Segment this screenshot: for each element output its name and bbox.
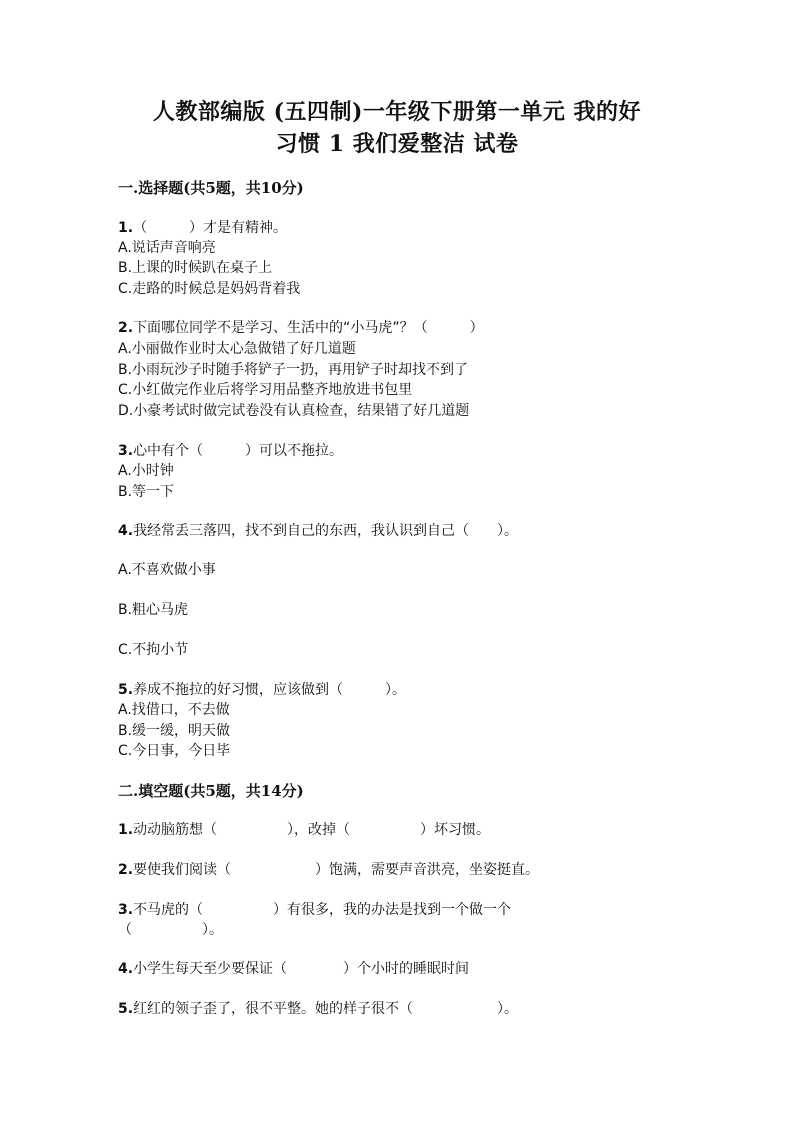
- fill-question: [118, 860, 539, 880]
- option-a: A.说话声音响亮: [118, 240, 216, 256]
- question-number: 1.: [118, 220, 134, 236]
- option-b: B.小雨玩沙子时随手将铲子一扔，再用铲子时却找不到了: [118, 362, 469, 378]
- question-text: 要使我们阅读（ ）饱满，需要声音洪亮，坐姿挺直。: [133, 862, 540, 878]
- question-number: 2.: [118, 862, 134, 878]
- question-number: 4.: [118, 961, 134, 977]
- option-a: A.找借口，不去做: [118, 702, 230, 718]
- section-heading-fill: 二.填空题(共5题，共14分): [118, 782, 304, 800]
- fill-question: [118, 959, 469, 979]
- question-stem: [118, 680, 406, 700]
- question-text: 不马虎的（ ）有很多，我的办法是找到一个做一个: [133, 902, 512, 918]
- option-a: A.小时钟: [118, 463, 174, 479]
- fill-question: [118, 900, 511, 920]
- question-text: 养成不拖拉的好习惯，应该做到（ ）。: [133, 682, 407, 698]
- question-text: 我经常丢三落四，找不到自己的东西，我认识到自己（ ）。: [133, 523, 519, 539]
- option-c: C.小红做完作业后将学习用品整齐地放进书包里: [118, 382, 413, 398]
- question-text: 小学生每天至少要保证（ ）个小时的睡眠时间: [133, 961, 470, 977]
- option-d: D.小豪考试时做完试卷没有认真检查，结果错了好几道题: [118, 403, 470, 419]
- question-text: 动动脑筋想（ ），改掉（ ）坏习惯。: [133, 822, 491, 838]
- question-number: 5.: [118, 682, 134, 698]
- title-line-1: 人教部编版 (五四制)一年级下册第一单元 我的好: [152, 99, 642, 125]
- option-b: B.缓一缓，明天做: [118, 723, 231, 739]
- option-b: B.等一下: [118, 484, 175, 500]
- question-number: 2.: [118, 320, 134, 336]
- question-stem: [118, 318, 484, 338]
- fill-question-continuation: （ ）。: [118, 922, 223, 938]
- option-a: A.不喜欢做小事: [118, 562, 216, 578]
- fill-question: [118, 999, 518, 1019]
- question-number: 4.: [118, 523, 134, 539]
- question-stem: [118, 521, 518, 541]
- question-text: 心中有个（ ）可以不拖拉。: [133, 443, 344, 459]
- title-line-2: 习惯 1 我们爱整洁 试卷: [275, 131, 519, 157]
- question-text: （ ）才是有精神。: [133, 220, 288, 236]
- question-stem: [118, 218, 287, 238]
- option-c: C.走路的时候总是妈妈背着我: [118, 281, 301, 297]
- section-heading-choice: 一.选择题(共5题，共10分): [118, 179, 304, 197]
- option-b: B.上课的时候趴在桌子上: [118, 260, 273, 276]
- option-c: C.今日事，今日毕: [118, 743, 231, 759]
- option-b: B.粗心马虎: [118, 602, 189, 618]
- question-number: 3.: [118, 902, 134, 918]
- question-text: 下面哪位同学不是学习、生活中的“小马虎”？（ ）: [133, 320, 484, 336]
- question-stem: [118, 441, 343, 461]
- option-c: C.不拘小节: [118, 642, 189, 658]
- question-number: 3.: [118, 443, 134, 459]
- option-a: A.小丽做作业时太心急做错了好几道题: [118, 341, 356, 357]
- question-text: 红红的领子歪了，很不平整。她的样子很不（ ）。: [133, 1001, 519, 1017]
- fill-question: [118, 820, 490, 840]
- question-number: 5.: [118, 1001, 134, 1017]
- question-number: 1.: [118, 822, 134, 838]
